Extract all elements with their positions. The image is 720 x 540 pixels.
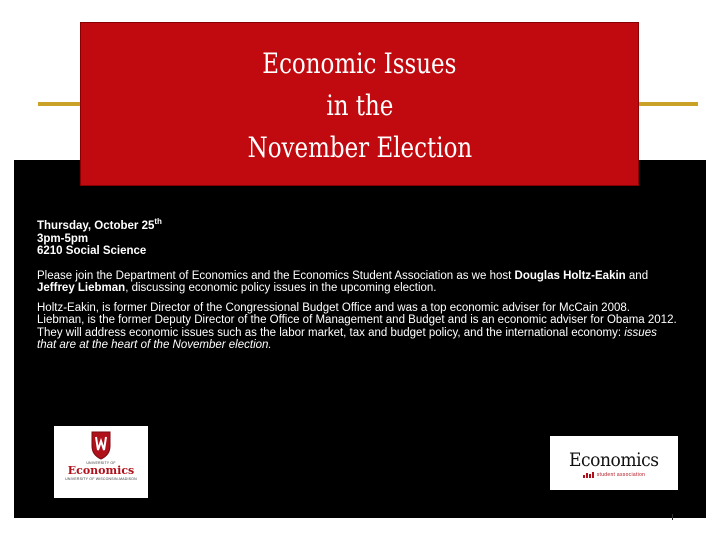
speaker-1: Douglas Holtz-Eakin xyxy=(514,269,626,282)
slide-marker xyxy=(672,514,673,520)
closing-paragraph: They will address economic issues such as the labor market, tax and budget policy, and the international economy: issues that are at the heart of the November election. xyxy=(37,326,657,351)
closing-emphasis: issues that are at the heart of the November election. xyxy=(37,326,657,351)
event-time: 3pm-5pm xyxy=(37,232,89,245)
event-location: 6210 Social Science xyxy=(37,245,147,257)
event-date: Thursday, October 25th xyxy=(37,217,162,232)
title-banner xyxy=(80,22,639,186)
economics-student-association-logo xyxy=(550,436,678,490)
logo-name: Economics xyxy=(569,448,659,471)
date-ordinal: th xyxy=(154,217,162,227)
title-line-3: November Election xyxy=(247,131,472,164)
event-details xyxy=(37,217,677,352)
logo-top-text: UNIVERSITY OF xyxy=(86,461,116,465)
title-line-1: Economic Issues xyxy=(262,47,457,80)
uw-economics-logo xyxy=(54,426,148,498)
logo-name: Economics xyxy=(67,464,135,477)
speaker-2: Jeffrey Liebman xyxy=(37,282,126,294)
bio-paragraph: Holtz-Eakin, is former Director of the Congressional Budget Office and was a top economic adviser for McCain 2008. Liebman, is the former Deputy Director of the Office of Management and Budget and is an economic adviser for Obama 2012. xyxy=(37,301,677,326)
intro-paragraph: Please join the Department of Economics and the Economics Student Association as we host Douglas Holtz-Eakin and Jeffrey Liebman, discussing economic policy issues in the upcoming election. xyxy=(37,269,649,294)
bar-chart-icon xyxy=(583,472,594,478)
logo-bottom-text: UNIVERSITY OF WISCONSIN-MADISON xyxy=(65,477,137,481)
title-line-2: in the xyxy=(325,89,394,122)
logo-subtitle: student association xyxy=(596,471,646,478)
university-crest-icon xyxy=(90,430,112,460)
